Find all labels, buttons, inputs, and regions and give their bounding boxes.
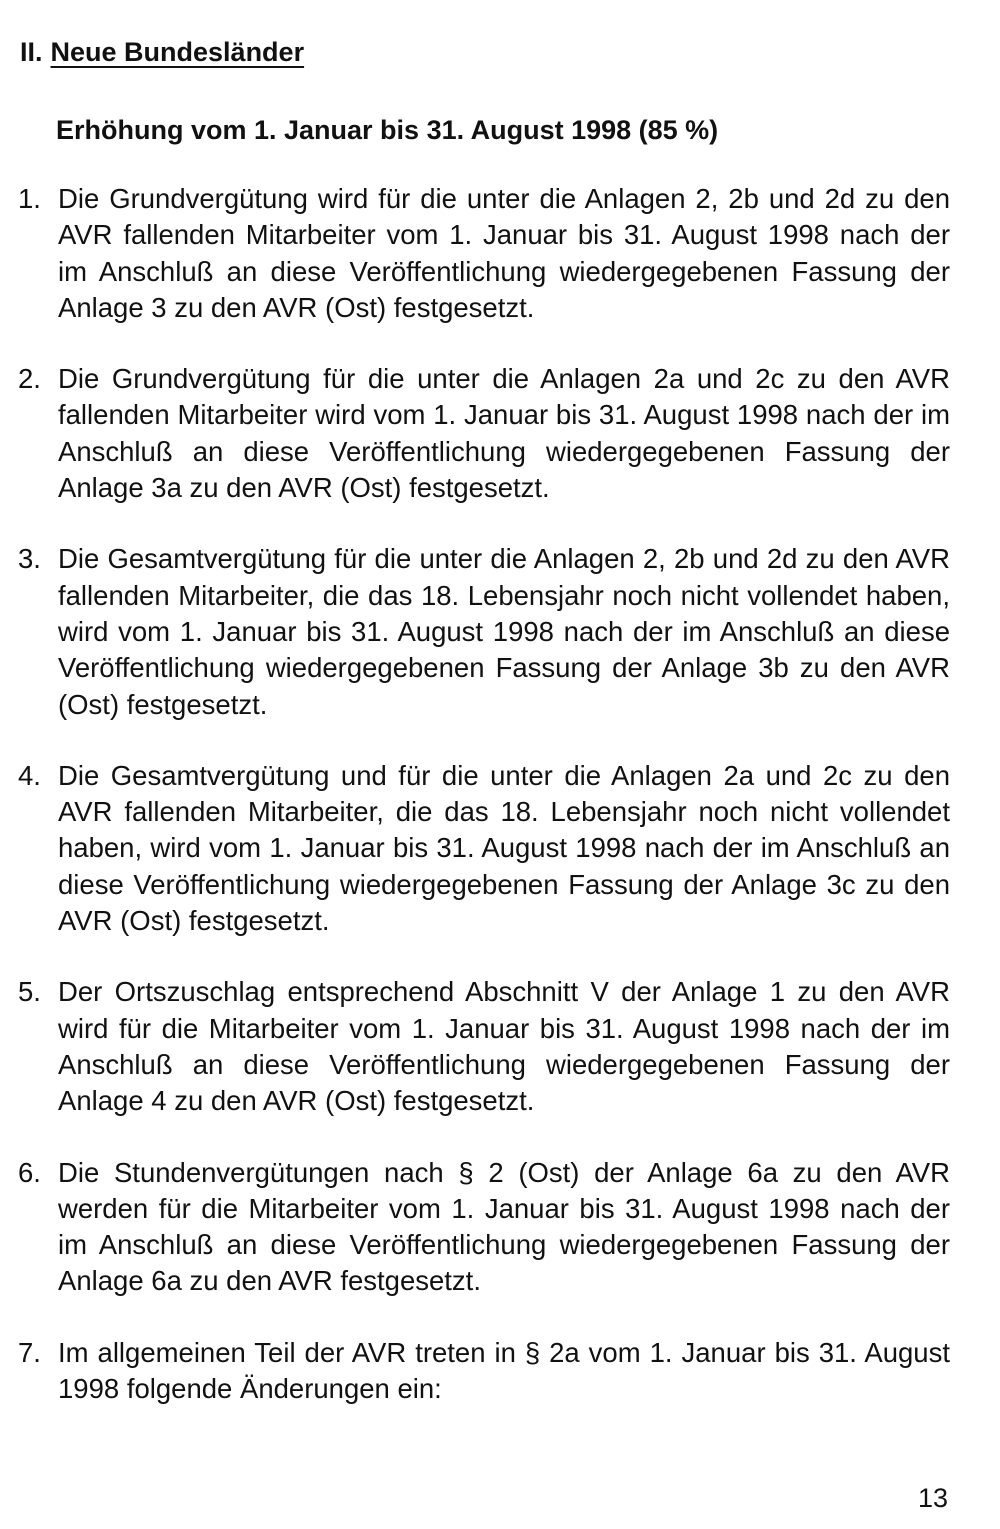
list-item <box>18 541 950 722</box>
item-number: 5. <box>18 976 41 1008</box>
item-text: Die Gesamtvergütung für die unter die Anlagen 2, 2b und 2d zu den AVR fallenden Mitarbeiter, die das 18. Lebensjahr noch nicht vollendet haben, wird vom 1. Januar bis 31. August 1998 nach der im Anschluß an diese Veröffentlichung wiedergegebenen Fassung der Anlage 3b zu den AVR (Ost) festgesetzt. <box>58 543 950 720</box>
item-number: 7. <box>18 1336 41 1368</box>
item-number: 1. <box>18 183 41 214</box>
item-number: 2. <box>18 363 41 395</box>
item-number: 3. <box>18 543 41 575</box>
list-item <box>18 181 950 326</box>
section-title: Neue Bundesländer <box>50 37 305 67</box>
item-text: Im allgemeinen Teil der AVR treten in § 2a vom 1. Januar bis 31. August 1998 folgende Änderungen ein: <box>58 1336 950 1405</box>
item-text: Die Grundvergütung wird für die unter die Anlagen 2, 2b und 2d zu den AVR fallenden Mitarbeiter vom 1. Januar bis 31. August 1998 nach der im Anschluß an diese Veröffentlichung wiedergegebenen Fassung der Anlage 3 zu den AVR (Ost) festgesetzt. <box>58 183 950 323</box>
numbered-list <box>18 181 950 1442</box>
item-text: Die Gesamtvergütung und für die unter die Anlagen 2a und 2c zu den AVR fallenden Mitarbeiter, die das 18. Lebensjahr noch nicht vollendet haben, wird vom 1. Januar bis 31. August 1998 nach der im Anschluß an diese Veröffentlichung wiedergegebenen Fassung der Anlage 3c zu den AVR (Ost) festgesetzt. <box>58 759 950 937</box>
item-text: Der Ortszuschlag entsprechend Abschnitt V der Anlage 1 zu den AVR wird für die Mitarbeiter vom 1. Januar bis 31. August 1998 nach der im Anschluß an diese Veröffentlichung wiedergegebenen Fassung der Anlage 4 zu den AVR (Ost) festgesetzt. <box>58 976 950 1117</box>
list-item <box>18 1155 950 1300</box>
page-number: 13 <box>917 1483 948 1513</box>
list-item <box>18 361 950 506</box>
list-item <box>18 758 950 939</box>
item-text: Die Grundvergütung für die unter die Anlagen 2a und 2c zu den AVR fallenden Mitarbeiter wird vom 1. Januar bis 31. August 1998 nach der im Anschluß an diese Veröffentlichung wiedergegebenen Fassung der Anlage 3a zu den AVR (Ost) festgesetzt. <box>58 363 950 504</box>
item-number: 6. <box>18 1156 41 1188</box>
list-item <box>18 974 950 1119</box>
subheading: Erhöhung vom 1. Januar bis 31. August 1998 (85 %) <box>56 115 719 145</box>
section-heading <box>20 34 304 70</box>
item-text: Die Stundenvergütungen nach § 2 (Ost) der Anlage 6a zu den AVR werden für die Mitarbeiter vom 1. Januar bis 31. August 1998 nach der im Anschluß an diese Veröffentlichung wiedergegebenen Fassung der Anlage 6a zu den AVR festgesetzt. <box>58 1156 950 1297</box>
list-item <box>18 1335 950 1408</box>
section-number: II. <box>20 37 43 67</box>
item-number: 4. <box>18 759 41 791</box>
